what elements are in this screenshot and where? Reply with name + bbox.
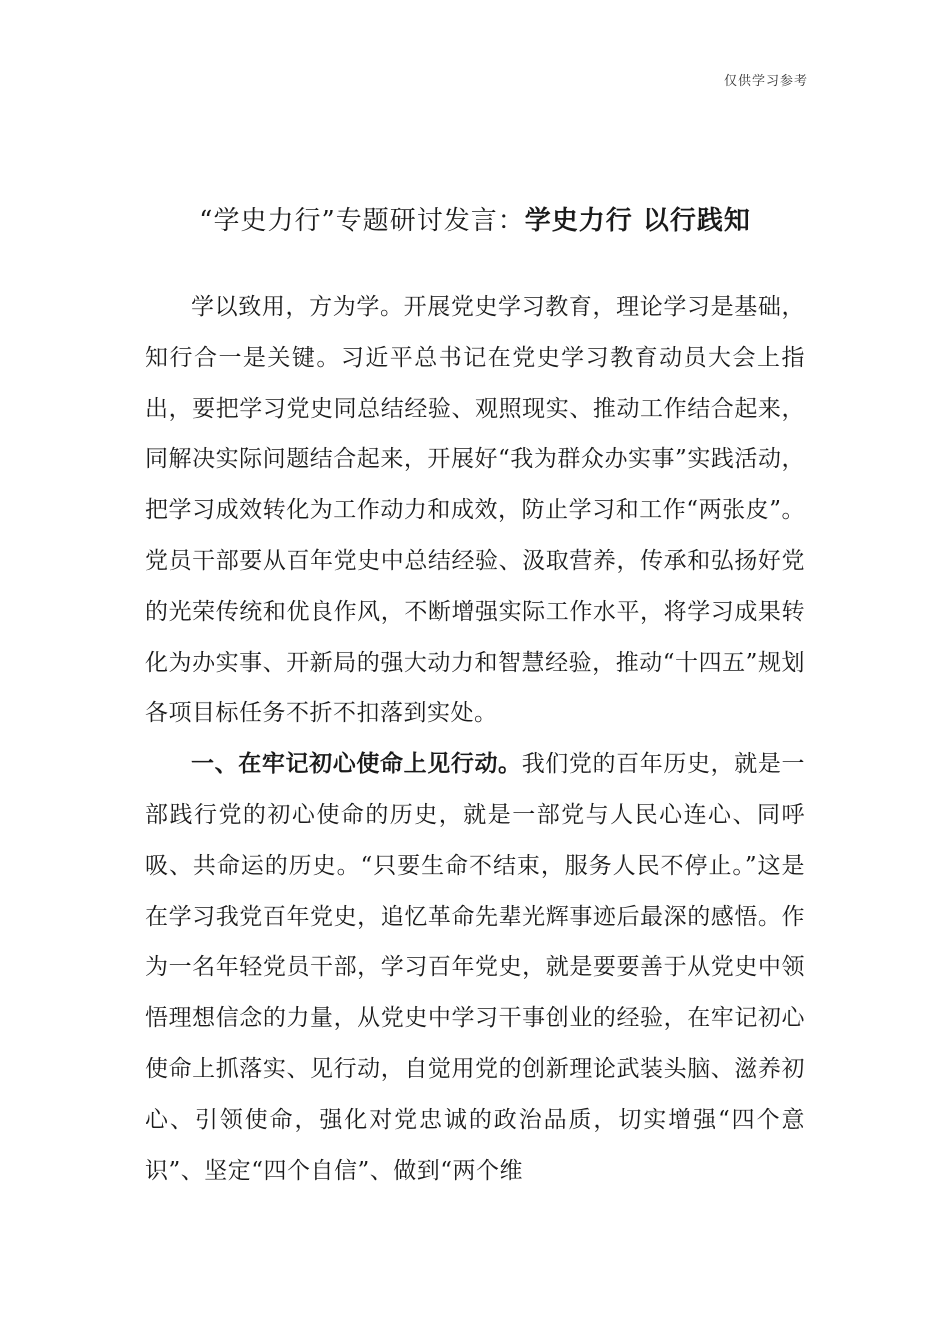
document-body (145, 282, 805, 1196)
paragraph-intro-text: 学以致用，方为学。开展党史学习教育，理论学习是基础，知行合一是关键。习近平总书记在党史学习教育动员大会上指出，要把学习党史同总结经验、观照现实、推动工作结合起来，同解决实际问题结合起来，开展好“我为群众办实事”实践活动，把学习成效转化为工作动力和成效，防止学习和工作“两张皮”。党员干部要从百年党史中总结经验、汲取营养，传承和弘扬好党的光荣传统和优良作风，不断增强实际工作水平，将学习成果转化为办实事、开新局的强大动力和智慧经验，推动“十四五”规划各项目标任务不折不扣落到实处。 (145, 294, 805, 727)
document-title (0, 200, 950, 237)
document-title-main: 学史力行 以行践知 (524, 206, 751, 237)
paragraph-section-one (145, 739, 805, 1196)
header-note: 仅供学习参考 (723, 74, 808, 89)
paragraph-section-one-text: 我们党的百年历史，就是一部践行党的初心使命的历史，就是一部党与人民心连心、同呼吸、共命运的历史。“只要生命不结束，服务人民不停止。”这是在学习我党百年党史，追忆革命先辈光辉事迹后最深的感悟。作为一名年轻党员干部，学习百年党史，就是要要善于从党史中领悟理想信念的力量，从党史中学习干事创业的经验，在牢记初心使命上抓落实、见行动，自觉用党的创新理论武装头脑、滋养初心、引领使命，强化对党忠诚的政治品质，切实增强“四个意识”、坚定“四个自信”、做到“两个维 (145, 751, 806, 1184)
section-one-heading: 一、在牢记初心使命上见行动。 (191, 750, 522, 778)
document-title-prefix: “学史力行”专题研讨发言： (199, 206, 525, 237)
paragraph-intro (145, 282, 805, 739)
